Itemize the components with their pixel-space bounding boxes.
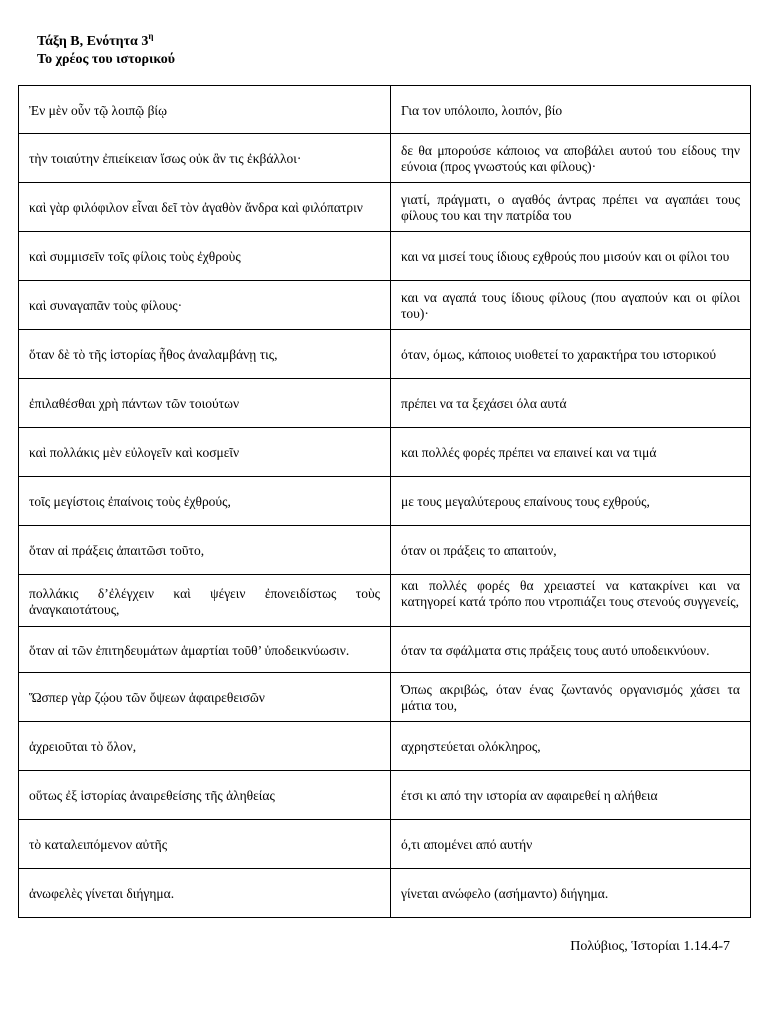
ancient-text-cell: ὅταν δὲ τὸ τῆς ἱστορίας ἦθος ἀναλαμβάνῃ τις, [19, 330, 391, 379]
modern-translation-cell: αχρηστεύεται ολόκληρος, [391, 722, 751, 771]
ancient-text-cell: ὅταν αἱ πράξεις ἀπαιτῶσι τοῦτο, [19, 526, 391, 575]
modern-translation-cell: και πολλές φορές θα χρειαστεί να κατακρίνει και να κατηγορεί κατά τρόπο που ντροπιάζει τους στενούς συγγενείς, [391, 575, 751, 627]
table-row [19, 281, 751, 330]
table-row [19, 232, 751, 281]
modern-translation-cell: και να αγαπά τους ίδιους φίλους (που αγαπούν και οι φίλοι του)· [391, 281, 751, 330]
modern-translation-cell: με τους μεγαλύτερους επαίνους τους εχθρούς, [391, 477, 751, 526]
ancient-text-cell: καὶ συμμισεῖν τοῖς φίλοις τοὺς ἐχθροὺς [19, 232, 391, 281]
table-row [19, 86, 751, 134]
table-row [19, 722, 751, 771]
table-row [19, 379, 751, 428]
lesson-heading [37, 33, 175, 51]
table-row [19, 575, 751, 627]
modern-translation-cell: όταν οι πράξεις το απαιτούν, [391, 526, 751, 575]
table-row [19, 627, 751, 673]
modern-translation-cell: Όπως ακριβώς, όταν ένας ζωντανός οργανισμός χάσει τα μάτια του, [391, 673, 751, 722]
ancient-text-cell: ἀχρειοῦται τὸ ὅλον, [19, 722, 391, 771]
ancient-text-cell: τὸ καταλειπόμενον αὐτῆς [19, 820, 391, 869]
lesson-heading-superscript: η [148, 31, 154, 41]
lesson-subtitle: Το χρέος του ιστορικού [37, 52, 176, 67]
ancient-text-cell: ἀνωφελὲς γίνεται διήγημα. [19, 869, 391, 918]
modern-translation-cell: έτσι κι από την ιστορία αν αφαιρεθεί η αλήθεια [391, 771, 751, 820]
modern-translation-cell: όταν, όμως, κάποιος υιοθετεί το χαρακτήρα του ιστορικού [391, 330, 751, 379]
ancient-text-cell: ὅταν αἱ τῶν ἐπιτηδευμάτων ἁμαρτίαι τοῦθ’ ὑποδεικνύωσιν. [19, 627, 391, 673]
ancient-text-cell: ἐπιλαθέσθαι χρὴ πάντων τῶν τοιούτων [19, 379, 391, 428]
document-header [37, 33, 175, 69]
ancient-text-cell: Ὥσπερ γὰρ ζῴου τῶν ὄψεων ἀφαιρεθεισῶν [19, 673, 391, 722]
ancient-text-cell: οὕτως ἐξ ἱστορίας ἀναιρεθείσης τῆς ἀληθείας [19, 771, 391, 820]
ancient-text-cell: καὶ γὰρ φιλόφιλον εἶναι δεῖ τὸν ἀγαθὸν ἄνδρα καὶ φιλόπατριν [19, 183, 391, 232]
ancient-text-cell: τοῖς μεγίστοις ἐπαίνοις τοὺς ἐχθρούς, [19, 477, 391, 526]
ancient-text-cell: πολλάκις δ’ἐλέγχειν καὶ ψέγειν ἐπονειδίστως τοὺς ἀναγκαιοτάτους, [19, 575, 391, 627]
table-row [19, 771, 751, 820]
ancient-text-cell: καὶ συναγαπᾶν τοὺς φίλους· [19, 281, 391, 330]
modern-translation-cell: δε θα μπορούσε κάποιος να αποβάλει αυτού του είδους την εύνοια (προς γνωστούς και φίλους)· [391, 134, 751, 183]
modern-translation-cell: και πολλές φορές πρέπει να επαινεί και να τιμά [391, 428, 751, 477]
table-row [19, 526, 751, 575]
lesson-heading-text: Τάξη Β, Ενότητα 3 [37, 34, 149, 49]
ancient-text-cell: τὴν τοιαύτην ἐπιείκειαν ἴσως οὐκ ἂν τις ἐκβάλλοι· [19, 134, 391, 183]
source-citation: Πολύβιος, Ἱστορίαι 1.14.4-7 [570, 939, 730, 954]
ancient-text-cell: Ἐν μὲν οὖν τῷ λοιπῷ βίῳ [19, 86, 391, 134]
modern-translation-cell: πρέπει να τα ξεχάσει όλα αυτά [391, 379, 751, 428]
table-row [19, 183, 751, 232]
table-row [19, 428, 751, 477]
table-row [19, 820, 751, 869]
modern-translation-cell: όταν τα σφάλματα στις πράξεις τους αυτό υποδεικνύουν. [391, 627, 751, 673]
translation-table [18, 85, 751, 918]
table-row [19, 673, 751, 722]
ancient-text-cell: καὶ πολλάκις μὲν εὐλογεῖν καὶ κοσμεῖν [19, 428, 391, 477]
modern-translation-cell: και να μισεί τους ίδιους εχθρούς που μισούν και οι φίλοι του [391, 232, 751, 281]
modern-translation-cell: γίνεται ανώφελο (ασήμαντο) διήγημα. [391, 869, 751, 918]
table-row [19, 869, 751, 918]
table-row [19, 477, 751, 526]
table-row [19, 330, 751, 379]
modern-translation-cell: ό,τι απομένει από αυτήν [391, 820, 751, 869]
table-row [19, 134, 751, 183]
modern-translation-cell: γιατί, πράγματι, ο αγαθός άντρας πρέπει να αγαπάει τους φίλους του και την πατρίδα του [391, 183, 751, 232]
modern-translation-cell: Για τον υπόλοιπο, λοιπόν, βίο [391, 86, 751, 134]
